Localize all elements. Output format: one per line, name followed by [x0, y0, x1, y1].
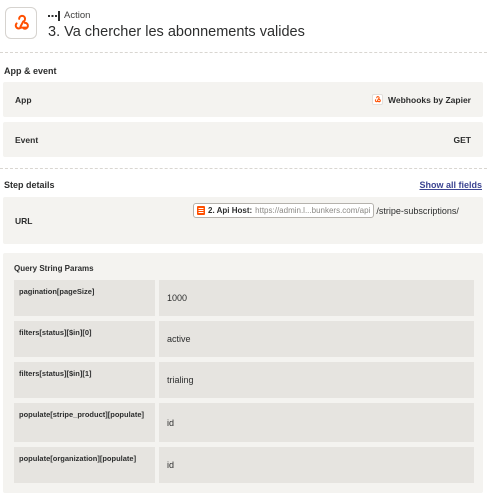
- url-suffix: /stripe-subscriptions/: [376, 205, 459, 216]
- param-key: pagination[pageSize]: [14, 280, 155, 316]
- pill-label: 2. Api Host:: [208, 206, 253, 215]
- step-kind-label: Action: [64, 10, 91, 21]
- webhooks-icon: [373, 95, 382, 104]
- step-header: [0, 0, 487, 48]
- webhooks-icon-small: [372, 94, 383, 105]
- param-key: filters[status][$in][1]: [14, 362, 155, 398]
- url-row: [3, 197, 483, 244]
- param-row: [14, 403, 474, 442]
- query-params-heading: Query String Params: [14, 264, 94, 273]
- step-details-heading: Step details: [4, 180, 55, 190]
- param-key: filters[status][$in][0]: [14, 321, 155, 357]
- query-params-panel: [3, 253, 483, 493]
- url-label: URL: [15, 215, 33, 226]
- mapped-field-pill[interactable]: [193, 203, 374, 218]
- show-all-fields-link[interactable]: Show all fields: [419, 180, 482, 190]
- event-row: [3, 122, 483, 157]
- webhooks-icon: [10, 12, 32, 34]
- action-dots-icon: [48, 11, 60, 21]
- param-row: [14, 447, 474, 483]
- param-value[interactable]: trialing: [159, 362, 474, 398]
- url-value[interactable]: [193, 203, 459, 218]
- param-row: [14, 280, 474, 316]
- param-row: [14, 321, 474, 357]
- event-label: Event: [15, 134, 39, 145]
- param-value[interactable]: id: [159, 403, 474, 442]
- param-value[interactable]: active: [159, 321, 474, 357]
- app-label: App: [15, 94, 32, 105]
- app-value-text: Webhooks by Zapier: [388, 94, 471, 105]
- param-key: populate[organization][populate]: [14, 447, 155, 483]
- param-key: populate[stripe_product][populate]: [14, 403, 155, 442]
- divider: [0, 52, 487, 53]
- event-value: GET: [453, 134, 471, 145]
- storage-icon: [197, 206, 205, 215]
- param-row: [14, 362, 474, 398]
- param-value[interactable]: id: [159, 447, 474, 483]
- pill-text: https://admin.l...bunkers.com/api: [255, 206, 371, 215]
- app-event-heading: App & event: [4, 66, 57, 76]
- step-kind: [48, 10, 90, 21]
- divider: [0, 168, 487, 169]
- step-title: 3. Va chercher les abonnements valides: [48, 24, 305, 40]
- app-row: [3, 82, 483, 117]
- app-value: [372, 94, 471, 105]
- app-icon-tile: [5, 7, 37, 39]
- param-value[interactable]: 1000: [159, 280, 474, 316]
